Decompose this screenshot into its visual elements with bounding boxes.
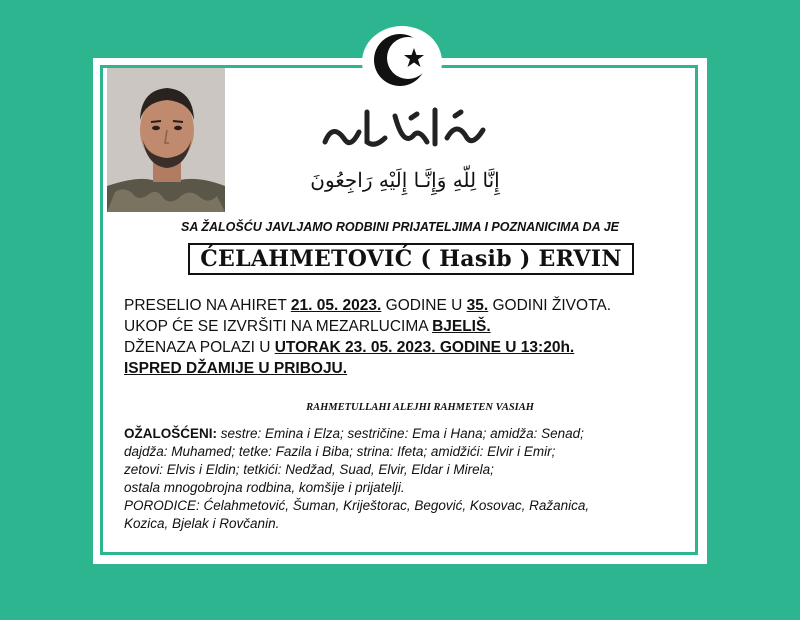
text: PRESELIO NA AHIRET	[124, 297, 291, 314]
deceased-photo	[107, 68, 225, 212]
announcement-body	[124, 295, 611, 379]
deceased-name	[188, 243, 634, 275]
name-text: ĆELAHMETOVIĆ ( Hasib ) ERVIN	[200, 246, 622, 272]
mourners-line: ostala mnogobrojna rodbina, komšije i prijatelji.	[124, 480, 405, 495]
funeral-location: ISPRED DŽAMIJE U PRIBOJU.	[124, 360, 348, 377]
mourners-label: OŽALOŠĆENI:	[124, 426, 217, 441]
families-line: Kozica, Bjelak i Rovčanin.	[124, 516, 280, 531]
text: GODINE U	[381, 297, 467, 314]
mourners-line: zetovi: Elvis i Eldin; tetkići: Nedžad, Suad, Elvir, Eldar i Mirela;	[124, 462, 494, 477]
line-ukop	[124, 316, 611, 337]
crescent-star-icon	[370, 30, 430, 90]
mourners-line: dajdža: Muhamed; tetke: Fazila i Biba; strina: Ifeta; amidžići: Elvir i Emir;	[124, 444, 556, 459]
text: UKOP ĆE SE IZVRŠITI NA MEZARLUCIMA	[124, 318, 433, 335]
text: DŽENAZA POLAZI U	[124, 339, 275, 356]
rahmet-text: RAHMETULLAHI ALEJHI RAHMETEN VASIAH	[306, 402, 534, 413]
arabic-verse: إِنَّا لِلّهِ وَإِنَّـا إِلَيْهِ رَاجِعُونَ	[310, 168, 500, 192]
burial-place: BJELIŠ.	[432, 318, 491, 335]
age: 35.	[466, 297, 489, 314]
death-date: 21. 05. 2023.	[290, 297, 382, 314]
arabic-calligraphy	[315, 102, 495, 154]
mourners-list	[124, 425, 644, 533]
text: GODINI ŽIVOTA.	[488, 297, 612, 314]
intro-text: SA ŽALOŠĆU JAVLJAMO RODBINI PRIJATELJIMA I POZNANICIMA DA JE	[181, 220, 619, 234]
portrait-image	[107, 68, 225, 212]
families-line: PORODICE: Ćelahmetović, Šuman, Kriještorac, Begović, Kosovac, Ražanica,	[124, 498, 590, 513]
line-dzenaza	[124, 337, 611, 358]
funeral-time: UTORAK 23. 05. 2023. GODINE U 13:20h.	[274, 339, 575, 356]
line-ahiret	[124, 295, 611, 316]
mourners-line: sestre: Emina i Elza; sestričine: Ema i Hana; amidža: Senad;	[217, 426, 584, 441]
line-location	[124, 358, 611, 379]
